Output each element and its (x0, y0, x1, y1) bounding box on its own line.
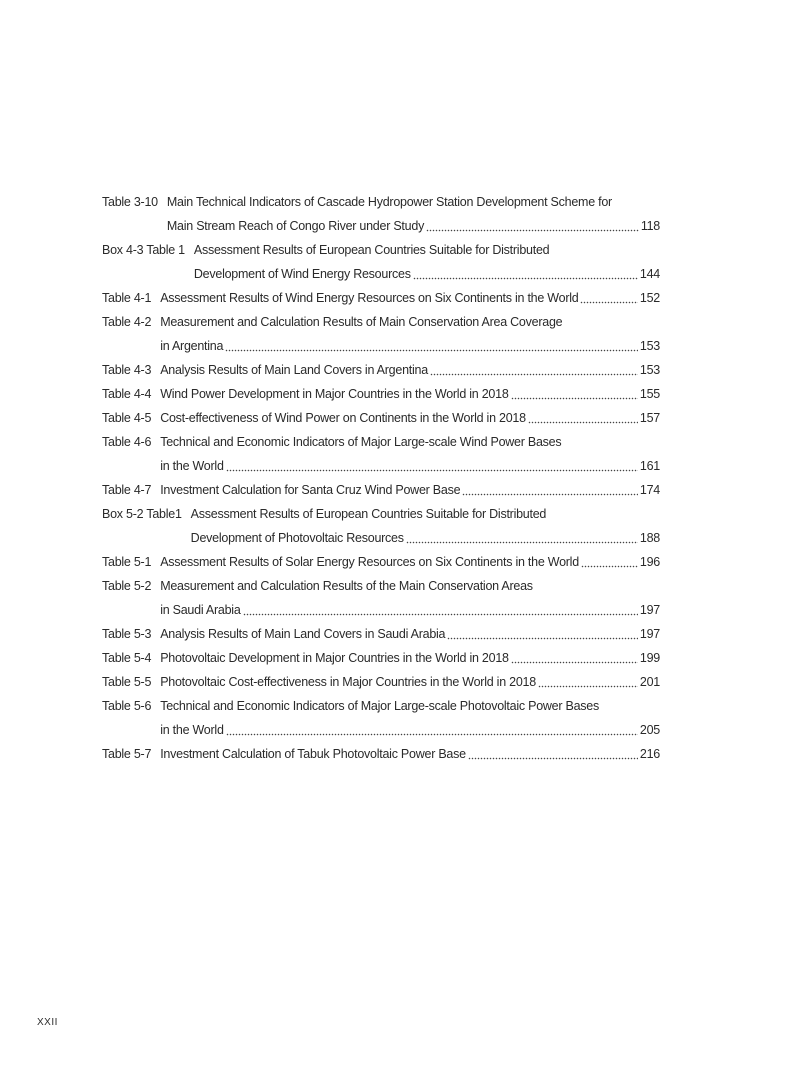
entry-page-number: 188 (639, 531, 660, 545)
entry-page-number: 197 (639, 603, 660, 617)
entry-title (160, 670, 660, 694)
entry-title (160, 742, 660, 766)
dot-leader (447, 622, 638, 646)
dot-leader (225, 334, 638, 358)
dot-leader (538, 670, 638, 694)
entry-page-number: 118 (640, 219, 660, 233)
dot-leader (580, 286, 637, 310)
toc-entry[interactable] (102, 646, 660, 670)
entry-label: Table 5-7 (102, 747, 152, 761)
list-of-tables (102, 190, 660, 766)
dot-leader (406, 526, 638, 550)
entry-page-number: 201 (639, 675, 660, 689)
entry-title-line: Investment Calculation for Santa Cruz Wind Power Base (160, 483, 461, 497)
entry-title-line: Assessment Results of European Countries Suitable for Distributed (193, 243, 550, 257)
entry-page-number: 144 (639, 267, 660, 281)
dot-leader (426, 214, 639, 238)
entry-title (160, 574, 660, 622)
entry-label: Table 4-2 (102, 315, 152, 329)
entry-title (160, 646, 660, 670)
entry-label: Table 5-4 (102, 651, 152, 665)
entry-title-line: Technical and Economic Indicators of Major Large-scale Wind Power Bases (160, 435, 562, 449)
dot-leader (468, 742, 638, 766)
entry-title-line: in the World (160, 723, 224, 737)
entry-label: Table 4-7 (102, 483, 152, 497)
entry-label: Table 4-4 (102, 387, 152, 401)
dot-leader (528, 406, 638, 430)
entry-label: Table 5-3 (102, 627, 152, 641)
dot-leader (413, 262, 638, 286)
entry-page-number: 153 (639, 339, 660, 353)
entry-title-line: Main Technical Indicators of Cascade Hydropower Station Development Scheme for (166, 195, 612, 209)
entry-title (160, 382, 660, 406)
entry-title-line: Measurement and Calculation Results of the Main Conservation Areas (160, 579, 533, 593)
entry-title (194, 238, 660, 286)
entry-title-line: Analysis Results of Main Land Covers in Argentina (160, 363, 428, 377)
toc-entry[interactable] (102, 358, 660, 382)
dot-leader (243, 598, 638, 622)
entry-label: Table 5-6 (102, 699, 152, 713)
entry-title (160, 622, 660, 646)
toc-entry[interactable] (102, 430, 660, 478)
entry-title-line: Photovoltaic Development in Major Countries in the World in 2018 (160, 651, 509, 665)
entry-page-number: 199 (639, 651, 660, 665)
entry-title-line: Investment Calculation of Tabuk Photovoltaic Power Base (160, 747, 466, 761)
entry-title-line: in the World (160, 459, 224, 473)
toc-entry[interactable] (102, 622, 660, 646)
toc-entry[interactable] (102, 238, 660, 286)
entry-label: Table 4-1 (102, 291, 152, 305)
entry-title-line: Development of Photovoltaic Resources (190, 531, 404, 545)
entry-page-number: 161 (639, 459, 660, 473)
entry-label: Table 5-2 (102, 579, 152, 593)
entry-page-number: 216 (639, 747, 660, 761)
entry-title-line: Assessment Results of Solar Energy Resources on Six Continents in the World (160, 555, 579, 569)
dot-leader (226, 454, 638, 478)
entry-label: Table 5-1 (102, 555, 152, 569)
toc-entry[interactable] (102, 382, 660, 406)
entry-title-line: Technical and Economic Indicators of Major Large-scale Photovoltaic Power Bases (160, 699, 600, 713)
entry-page-number: 174 (639, 483, 660, 497)
toc-entry[interactable] (102, 286, 660, 310)
entry-page-number: 205 (639, 723, 660, 737)
toc-entry[interactable] (102, 574, 660, 622)
entry-title (160, 550, 660, 574)
toc-entry[interactable] (102, 190, 660, 238)
entry-page-number: 152 (639, 291, 660, 305)
entry-title-line: Measurement and Calculation Results of Main Conservation Area Coverage (160, 315, 563, 329)
toc-entry[interactable] (102, 742, 660, 766)
entry-title (160, 310, 660, 358)
dot-leader (511, 382, 638, 406)
entry-title-line: Assessment Results of European Countries Suitable for Distributed (190, 507, 547, 521)
dot-leader (511, 646, 638, 670)
entry-page-number: 153 (639, 363, 660, 377)
toc-entry[interactable] (102, 694, 660, 742)
entry-label: Table 5-5 (102, 675, 152, 689)
entry-label: Table 4-5 (102, 411, 152, 425)
toc-entry[interactable] (102, 670, 660, 694)
entry-title (160, 478, 660, 502)
dot-leader (581, 550, 638, 574)
entry-title-line: Photovoltaic Cost-effectiveness in Major Countries in the World in 2018 (160, 675, 536, 689)
toc-entry[interactable] (102, 550, 660, 574)
entry-label: Box 5-2 Table1 (102, 507, 182, 521)
entry-title (191, 502, 660, 550)
toc-entry[interactable] (102, 310, 660, 358)
toc-entry[interactable] (102, 478, 660, 502)
entry-title-line: in Saudi Arabia (160, 603, 241, 617)
entry-page-number: 155 (639, 387, 660, 401)
entry-title-line: Main Stream Reach of Congo River under Study (166, 219, 425, 233)
entry-title (167, 190, 660, 238)
dot-leader (430, 358, 638, 382)
entry-page-number: 197 (639, 627, 660, 641)
entry-label: Table 4-6 (102, 435, 152, 449)
entry-title (160, 358, 660, 382)
entry-title (160, 286, 660, 310)
entry-title (160, 694, 660, 742)
entry-label: Table 4-3 (102, 363, 152, 377)
entry-label: Box 4-3 Table 1 (102, 243, 185, 257)
entry-page-number: 196 (639, 555, 660, 569)
entry-label: Table 3-10 (102, 195, 158, 209)
toc-entry[interactable] (102, 406, 660, 430)
entry-title-line: Cost-effectiveness of Wind Power on Continents in the World in 2018 (160, 411, 526, 425)
dot-leader (226, 718, 638, 742)
entry-title (160, 406, 660, 430)
entry-title-line: Wind Power Development in Major Countries in the World in 2018 (160, 387, 509, 401)
entry-title-line: Assessment Results of Wind Energy Resources on Six Continents in the World (160, 291, 579, 305)
toc-entry[interactable] (102, 502, 660, 550)
entry-title-line: in Argentina (160, 339, 224, 353)
entry-title (160, 430, 660, 478)
page-number: XXII (37, 1017, 58, 1028)
entry-page-number: 157 (639, 411, 660, 425)
entry-title-line: Analysis Results of Main Land Covers in Saudi Arabia (160, 627, 446, 641)
dot-leader (462, 478, 638, 502)
entry-title-line: Development of Wind Energy Resources (193, 267, 411, 281)
